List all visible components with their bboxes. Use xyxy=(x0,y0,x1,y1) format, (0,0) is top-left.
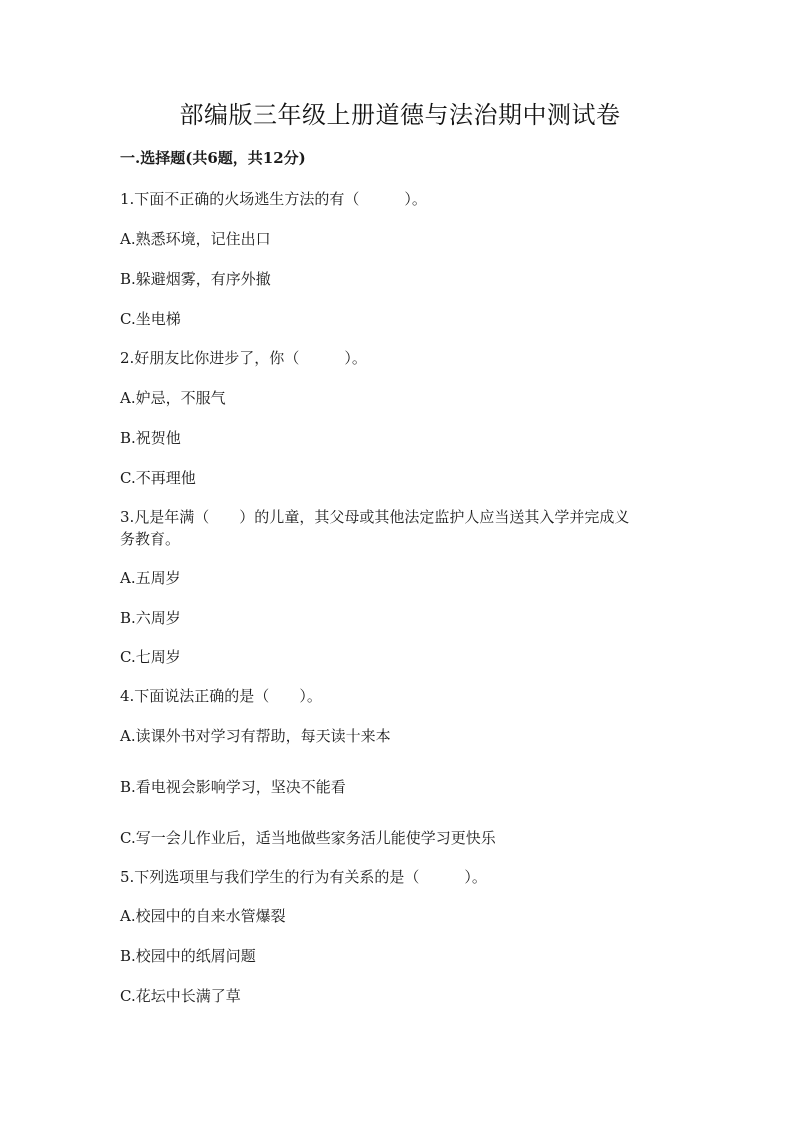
question-5-stem: 5.下列选项里与我们学生的行为有关系的是（ ）。 xyxy=(120,868,487,886)
question-1-option-c: C.坐电梯 xyxy=(120,310,181,328)
question-1-stem: 1.下面不正确的火场逃生方法的有（ ）。 xyxy=(120,190,427,208)
question-2-option-c: C.不再理他 xyxy=(120,469,196,487)
question-4-option-a: A.读课外书对学习有帮助，每天读十来本 xyxy=(120,727,391,745)
question-4-stem: 4.下面说法正确的是（ ）。 xyxy=(120,687,322,705)
question-3-option-b: B.六周岁 xyxy=(120,609,181,627)
section-heading: 一.选择题(共6题，共12分) xyxy=(120,149,306,167)
question-2-option-a: A.妒忌，不服气 xyxy=(120,389,226,407)
question-4-option-c: C.写一会儿作业后，适当地做些家务活儿能使学习更快乐 xyxy=(120,829,496,847)
question-3-option-c: C.七周岁 xyxy=(120,648,181,666)
question-5-option-b: B.校园中的纸屑问题 xyxy=(120,947,256,965)
question-5-option-a: A.校园中的自来水管爆裂 xyxy=(120,907,286,925)
question-3-stem-line-2: 务教育。 xyxy=(120,530,181,548)
question-1-option-b: B.躲避烟雾，有序外撤 xyxy=(120,270,271,288)
question-3-option-a: A.五周岁 xyxy=(120,569,181,587)
document-title: 部编版三年级上册道德与法治期中测试卷 xyxy=(179,101,621,129)
question-1-option-a: A.熟悉环境，记住出口 xyxy=(120,230,271,248)
question-3-stem-line-1: 3.凡是年满（ ）的儿童，其父母或其他法定监护人应当送其入学并完成义 xyxy=(120,508,630,526)
question-5-option-c: C.花坛中长满了草 xyxy=(120,987,241,1005)
question-2-stem: 2.好朋友比你进步了，你（ ）。 xyxy=(120,349,367,367)
question-4-option-b: B.看电视会影响学习，坚决不能看 xyxy=(120,778,346,796)
question-2-option-b: B.祝贺他 xyxy=(120,429,181,447)
